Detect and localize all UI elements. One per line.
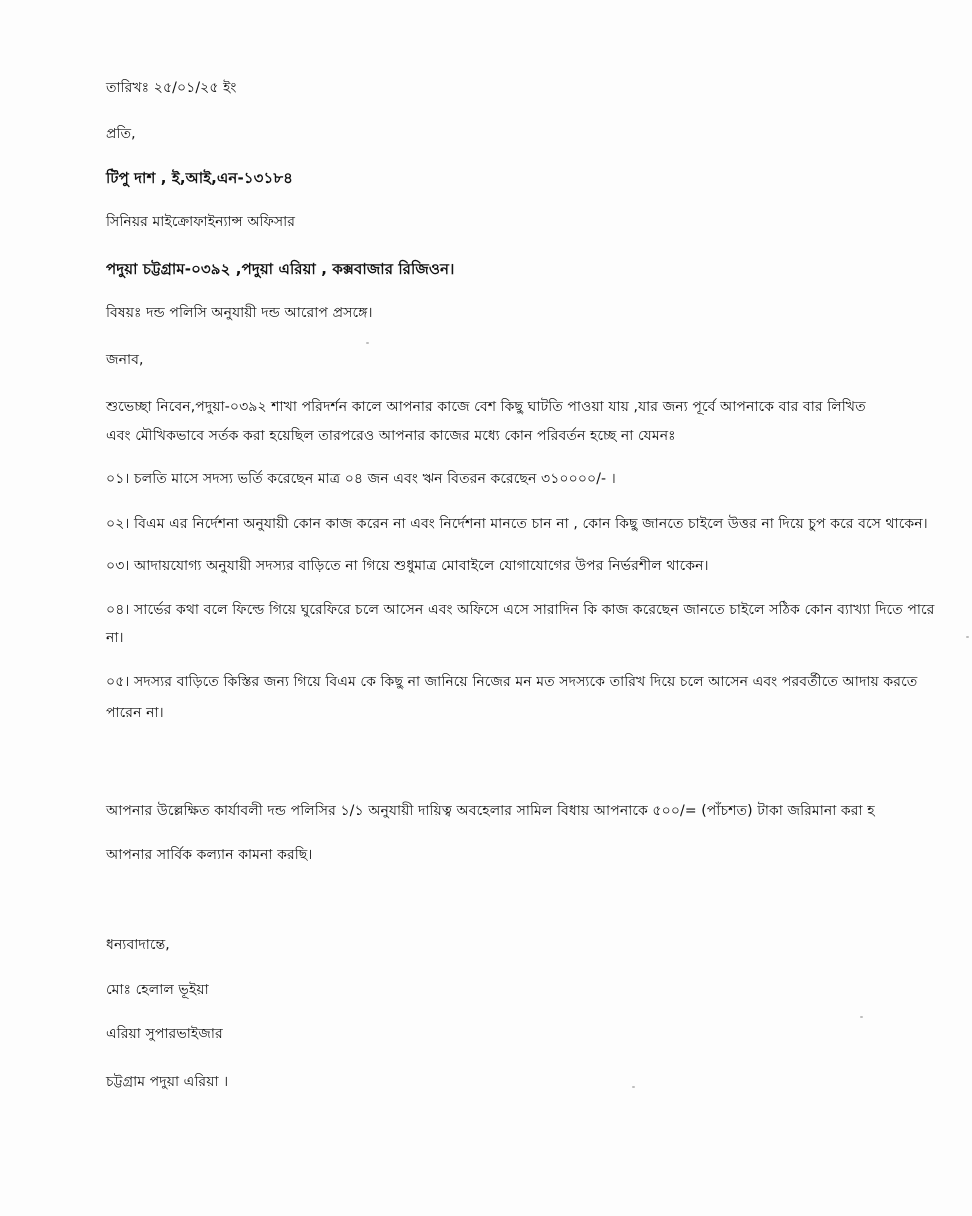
closing: ধন্যবাদান্তে, (106, 937, 170, 953)
point-2: ০২। বিএম এর নির্দেশনা অনুযায়ী কোন কাজ করেন না এবং নির্দেশনা মানতে চান না , কোন কিছু জানতে চাইলে উত্তর না দিয়ে চুপ করে বসে থাকেন। (106, 516, 928, 532)
scan-speck (966, 636, 969, 638)
penalty-statement: আপনার উল্লেক্ষিত কার্যাবলী দন্ড পলিসির ১/১ অনুযায়ী দায়িত্ব অবহেলার সামিল বিধায় আপনাকে ৫০০/= (পাঁচশত) টাকা জরিমানা করা হ (106, 803, 875, 819)
point-5-line-1: ০৫। সদস্যর বাড়িতে কিস্তির জন্য গিয়ে বিএম কে কিছু না জানিয়ে নিজের মন মত সদস্যকে তারিখ দিয়ে চলে আসেন এবং পরবর্তীতে আদায় করতে (106, 674, 918, 690)
scan-speck (632, 1086, 635, 1088)
scan-speck (366, 342, 369, 344)
letter-date: তারিখঃ ২৫/০১/২৫ ইং (106, 80, 237, 96)
point-4-line-2: না। (106, 630, 124, 646)
point-3: ০৩। আদায়যোগ্য অনুযায়ী সদস্যর বাড়িতে না গিয়ে শুধুমাত্র মোবাইলে যোগাযোগের উপর নির্ভরশীল থাকেন। (106, 558, 709, 574)
letter-salutation: জনাব, (106, 352, 144, 368)
recipient-address: পদুয়া চট্টগ্রাম-০৩৯২ ,পদুয়া এরিয়া , কক্সবাজার রিজিওন। (106, 260, 455, 278)
sender-location: চট্টগ্রাম পদুয়া এরিয়া । (106, 1074, 229, 1090)
point-4-line-1: ০৪। সার্ভের কথা বলে ফিল্ডে গিয়ে ঘুরেফিরে চলে আসেন এবং অফিসে এসে সারাদিন কি কাজ করেছেন জানতে চাইলে সঠিক কোন ব্যাখ্যা দিতে পারে (106, 602, 935, 618)
recipient-name: টিপু দাশ , ই,আই,এন-১৩১৮৪ (106, 169, 293, 187)
letter-subject: বিষয়ঃ দন্ড পলিসি অনুযায়ী দন্ড আরোপ প্রসঙ্গে। (106, 305, 373, 321)
letter-to: প্রতি, (106, 126, 136, 142)
wishes-statement: আপনার সার্বিক কল্যান কামনা করছি। (106, 847, 313, 863)
recipient-designation: সিনিয়র মাইক্রোফাইন্যান্স অফিসার (106, 214, 296, 230)
intro-line-1: শুভেচ্ছা নিবেন,পদুয়া-০৩৯২ শাখা পরিদর্শন কালে আপনার কাজে বেশ কিছু ঘাটতি পাওয়া যায় ,যার জন্য পূর্বে আপনাকে বার বার লিখিত (106, 399, 866, 415)
sender-designation: এরিয়া সুপারভাইজার (106, 1026, 223, 1042)
scan-speck (860, 1016, 863, 1018)
point-1: ০১। চলতি মাসে সদস্য ভর্তি করেছেন মাত্র ০৪ জন এবং ঋন বিতরন করেছেন ৩১০০০০/- । (106, 471, 616, 487)
point-5-line-2: পারেন না। (106, 705, 164, 721)
sender-name: মোঃ হেলাল ভূইয়া (106, 982, 209, 998)
intro-line-2: এবং মৌখিকভাবে সর্তক করা হয়েছিল তারপরেও আপনার কাজের মধ্যে কোন পরিবর্তন হচ্ছে না যেমনঃ (106, 428, 676, 444)
